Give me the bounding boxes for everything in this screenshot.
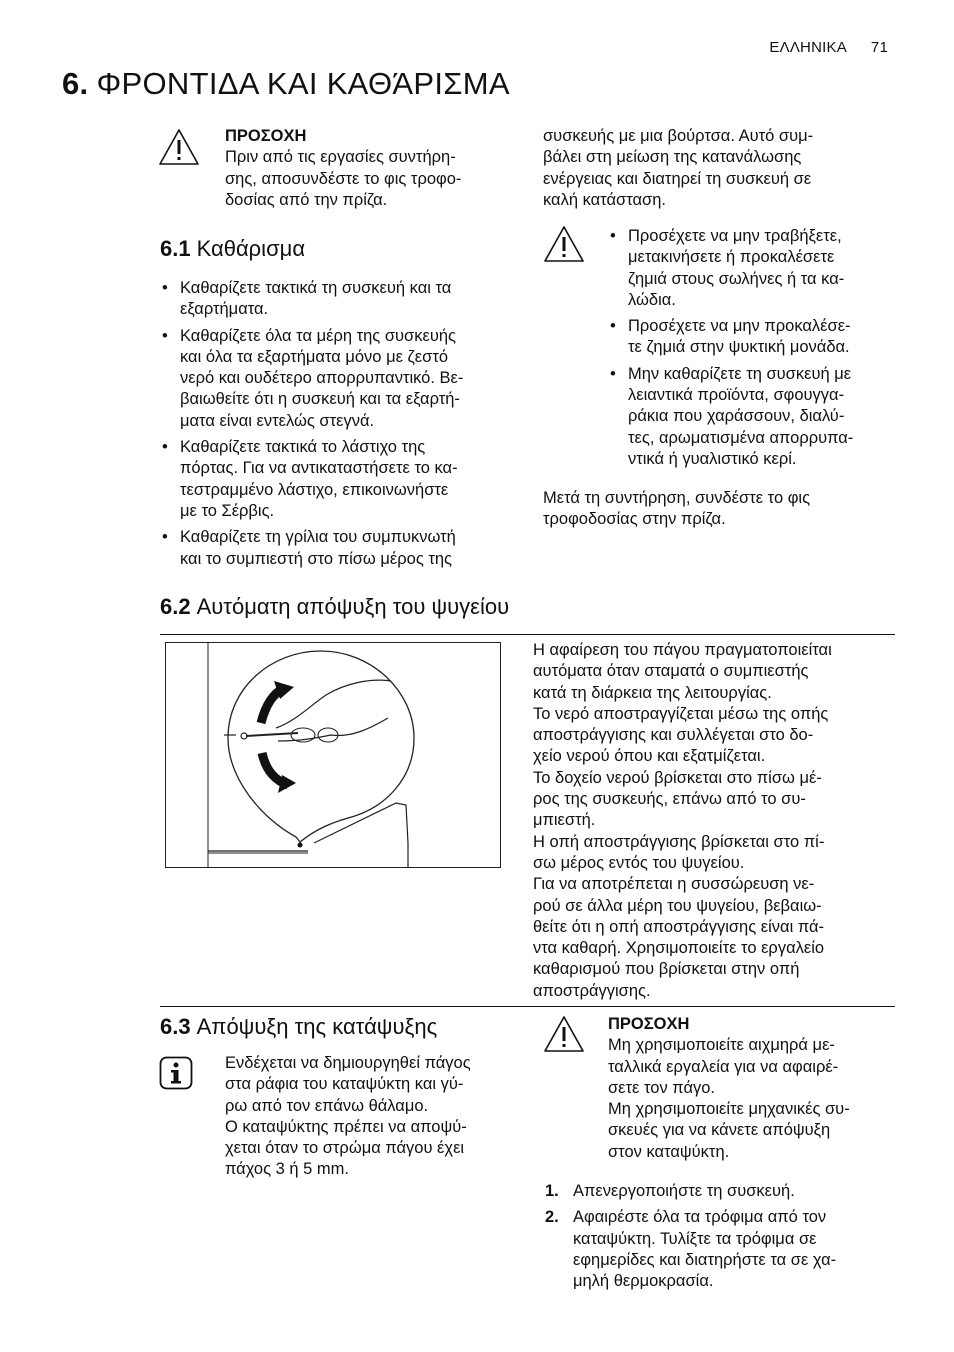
line: εξαρτήματα. [180, 300, 269, 319]
line: σκευές για να κάνετε απόψυξη [608, 1121, 831, 1140]
line: καθαρισμού που βρίσκεται στην οπή [533, 960, 800, 979]
line: αυτόματα όταν σταματά ο συμπιεστής [533, 662, 809, 681]
list-item [160, 527, 515, 570]
line: αποστράγγισης και συλλέγεται στο δο- [533, 726, 814, 745]
page-header [769, 39, 888, 56]
line: τε ζημιά στην ψυκτική μονάδα. [628, 338, 850, 357]
line: ταλλικά εργαλεία για να αφαιρέ- [608, 1057, 839, 1076]
line: με το Σέρβις. [180, 501, 275, 520]
section-number: 6.1 [160, 236, 191, 261]
warning-icon [543, 1015, 585, 1053]
header-language: ΕΛΛΗΝΙΚΑ [769, 39, 847, 56]
section-6-3-heading [160, 1014, 437, 1040]
line: μετακινήσετε ή προκαλέσετε [628, 248, 835, 267]
list-item [608, 364, 898, 470]
line: • Καθαρίζετε τακτικά τη συσκευή και τα [180, 279, 452, 297]
line: Απενεργοποιήστε τη συσκευή. [573, 1182, 795, 1200]
section-title: Καθάρισμα [196, 236, 306, 261]
section-6-1-continuation [543, 126, 893, 211]
section-6-2-text [533, 640, 898, 1002]
info-icon [159, 1056, 193, 1090]
line: χεται όταν το στρώμα πάγου έχει [225, 1139, 465, 1158]
section-title: Αυτόματη απόψυξη του ψυγείου [196, 594, 510, 619]
line: βάλει στη μείωση της κατανάλωσης [543, 148, 802, 167]
line: σετε τον πάγο. [608, 1078, 715, 1097]
line: Η αφαίρεση του πάγου πραγματοποιείται [533, 641, 832, 659]
line: καλή κατάσταση. [543, 190, 666, 209]
line: σω μέρος εντός του ψυγείου. [533, 853, 745, 872]
line: ρω από τον επάνω θάλαμο. [225, 1096, 429, 1115]
line: και το συμπιεστή στο πίσω μέρος της [180, 549, 453, 568]
section-number: 6.2 [160, 594, 191, 619]
chapter-title [62, 66, 510, 102]
line: ράκια που χαράσσουν, διαλύ- [628, 407, 845, 426]
line: πόρτας. Για να αντικαταστήσετε το κα- [180, 459, 458, 478]
info-block [225, 1053, 525, 1181]
divider [160, 634, 895, 635]
list-item [608, 316, 898, 359]
line: θείτε ότι η οπή αποστράγγισης είναι πά- [533, 917, 825, 936]
line: • Καθαρίζετε τακτικά το λάστιχο της [180, 438, 426, 457]
steps-list [545, 1181, 895, 1297]
drain-cleaning-illustration [166, 643, 500, 867]
list-item [160, 278, 515, 321]
section-title: Απόψυξη της κατάψυξης [196, 1014, 438, 1039]
line: ζημιά στους σωλήνες ή τα κα- [628, 269, 845, 288]
after-maintenance-text [543, 488, 893, 531]
line: ματα είναι εντελώς στεγνά. [180, 411, 375, 430]
line: • Καθαρίζετε όλα τα μέρη της συσκευής [180, 326, 456, 345]
line: λώδια. [628, 290, 676, 309]
line: πάχος 3 ή 5 mm. [225, 1160, 349, 1179]
step-number: 1. [545, 1182, 559, 1200]
line: συσκευής με μια βούρτσα. Αυτό συμ- [543, 127, 814, 145]
line: μηλή θερμοκρασία. [573, 1272, 714, 1291]
line: • Καθαρίζετε τη γρίλια του συμπυκνωτή [180, 528, 456, 547]
line: εφημερίδες και διατηρήστε τα σε χα- [573, 1250, 837, 1269]
defrost-drain-figure [165, 642, 501, 868]
warning-bullets [608, 226, 898, 475]
caution-title: ΠΡΟΣΟΧΗ [225, 127, 307, 145]
section-6-2-heading [160, 594, 509, 620]
line: Αφαιρέστε όλα τα τρόφιμα από τον [573, 1208, 827, 1227]
section-number: 6.3 [160, 1014, 191, 1039]
line: • Προσέχετε να μην προκαλέσε- [628, 317, 851, 336]
page-number: 71 [870, 39, 888, 56]
caution-line: σης, αποσυνδέστε το φις τροφο- [225, 169, 462, 188]
list-item [608, 226, 898, 311]
line: Μετά τη συντήρηση, συνδέστε το φις [543, 489, 811, 507]
line: και όλα τα εξαρτήματα μόνο με ζεστό [180, 347, 449, 366]
caution-title: ΠΡΟΣΟΧΗ [608, 1015, 690, 1033]
line: Για να αποτρέπεται η συσσώρευση νε- [533, 875, 815, 894]
chapter-number: 6. [62, 66, 89, 101]
line: τροφοδοσίας στην πρίζα. [543, 510, 726, 529]
line: Το νερό αποστραγγίζεται μέσω της οπής [533, 704, 829, 723]
line: Μη χρησιμοποιείτε μηχανικές συ- [608, 1100, 850, 1119]
line: ενέργειας και διατηρεί τη συσκευή σε [543, 169, 812, 188]
section-6-1-heading [160, 236, 305, 262]
list-item [160, 437, 515, 522]
line: τεστραμμένο λάστιχο, επικοινωνήστε [180, 480, 449, 499]
line: καταψύκτη. Τυλίξτε τα τρόφιμα σε [573, 1229, 817, 1248]
step-item [545, 1181, 895, 1202]
line: αποστράγγισης. [533, 981, 651, 1000]
caution-block-1 [225, 126, 525, 211]
chapter-title-text: ΦΡΟΝΤΙΔΑ ΚΑΙ ΚΑΘΆΡΙΣΜΑ [96, 66, 510, 101]
caution-block-2 [608, 1014, 898, 1163]
line: • Μην καθαρίζετε τη συσκευή με [628, 364, 852, 383]
line: Ενδέχεται να δημιουργηθεί πάγος [225, 1054, 471, 1072]
warning-icon [543, 225, 585, 263]
line: στον καταψύκτη. [608, 1142, 730, 1161]
line: νερό και ουδέτερο απορρυπαντικό. Βε- [180, 369, 464, 388]
line: Το δοχείο νερού βρίσκεται στο πίσω μέ- [533, 768, 822, 787]
line: χείο νερού όπου και εξατμίζεται. [533, 747, 766, 766]
line: ρος της συσκευής, επάνω από το συ- [533, 790, 806, 809]
section-6-1-bullets [160, 278, 515, 575]
line: μπιεστή. [533, 811, 596, 830]
line: Μη χρησιμοποιείτε αιχμηρά με- [608, 1036, 835, 1055]
line: • Προσέχετε να μην τραβήξετε, [628, 227, 842, 245]
line: ντικά ή γυαλιστικό κερί. [628, 449, 797, 468]
line: λειαντικά προϊόντα, σφουγγα- [628, 386, 845, 405]
line: Η οπή αποστράγγισης βρίσκεται στο πί- [533, 832, 825, 851]
warning-icon [158, 128, 200, 166]
line: τες, αρωματισμένα απορρυπα- [628, 428, 854, 447]
caution-line: δοσίας από την πρίζα. [225, 190, 388, 209]
line: στα ράφια του καταψύκτη και γύ- [225, 1075, 464, 1094]
line: κατά τη διάρκεια της λειτουργίας. [533, 683, 772, 702]
line: Ο καταψύκτης πρέπει να αποψύ- [225, 1117, 467, 1136]
divider [160, 1006, 895, 1007]
step-item [545, 1207, 895, 1292]
line: ρού σε άλλα μέρη του ψυγείου, βεβαιω- [533, 896, 822, 915]
step-number: 2. [545, 1208, 559, 1227]
line: ντα καθαρή. Χρησιμοποιείτε το εργαλείο [533, 939, 825, 958]
list-item [160, 326, 515, 432]
line: βαιωθείτε ότι η συσκευή και τα εξαρτή- [180, 390, 460, 409]
caution-line: Πριν από τις εργασίες συντήρη- [225, 148, 456, 167]
